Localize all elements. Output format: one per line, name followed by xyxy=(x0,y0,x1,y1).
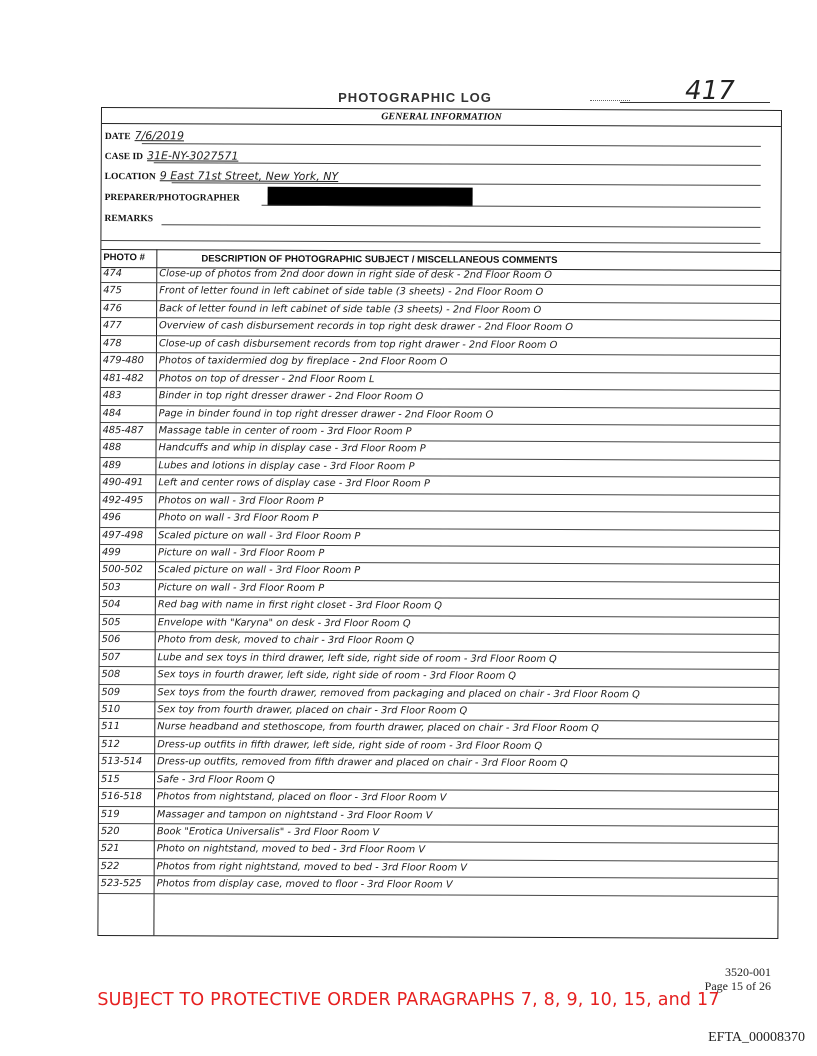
date-value: 7/6/2019 xyxy=(134,129,185,143)
photo-number: 519 xyxy=(100,808,120,820)
date-field xyxy=(105,124,765,145)
photo-description: Photos on wall - 3rd Floor Room P xyxy=(158,494,324,507)
page-number-underline xyxy=(620,102,770,103)
protective-order-notice: SUBJECT TO PROTECTIVE ORDER PARAGRAPHS 7, 8, 9, 10, 15, and 17 xyxy=(97,990,720,1010)
page-number-dots xyxy=(590,100,630,101)
photo-number: 476 xyxy=(103,302,122,314)
photo-description: Scaled picture on wall - 3rd Floor Room P xyxy=(157,564,361,577)
photo-description: Photo from desk, moved to chair - 3rd Floor Room Q xyxy=(157,634,415,647)
photo-number: 478 xyxy=(102,337,122,349)
photo-number: 484 xyxy=(102,407,122,419)
photo-number: 497-498 xyxy=(102,529,144,541)
photo-description: Photos of taxidermied dog by fireplace - 2nd Floor Room O xyxy=(158,355,448,368)
photo-description: Sex toy from fourth drawer, placed on chair - 3rd Floor Room Q xyxy=(157,704,468,717)
location-value: 9 East 71st Street, New York, NY xyxy=(159,169,339,184)
photo-description: Picture on wall - 3rd Floor Room P xyxy=(158,547,325,559)
photo-description: Massager and tampon on nightstand - 3rd Floor Room V xyxy=(156,808,433,822)
form-title: PHOTOGRAPHIC LOG xyxy=(338,90,492,105)
photo-number: 516-518 xyxy=(100,791,142,803)
photo-description: Close-up of photos from 2nd door down in right side of desk - 2nd Floor Room O xyxy=(159,268,553,281)
photo-description: Safe - 3rd Floor Room Q xyxy=(157,773,275,786)
photo-number: 511 xyxy=(101,721,121,733)
photo-number: 490-491 xyxy=(102,477,144,489)
description-header: DESCRIPTION OF PHOTOGRAPHIC SUBJECT / MISCELLANEOUS COMMENTS xyxy=(201,253,558,266)
photo-description: Massage table in center of room - 3rd Floor Room P xyxy=(158,425,412,438)
photo-number: 483 xyxy=(102,390,122,402)
page-of: Page 15 of 26 xyxy=(704,979,771,993)
photo-number: 503 xyxy=(101,581,121,593)
photo-description: Sex toys from the fourth drawer, removed from packaging and placed on chair - 3rd Floor Room Q xyxy=(157,686,640,700)
photo-description: Front of letter found in left cabinet of side table (3 sheets) - 2nd Floor Room O xyxy=(159,285,544,299)
case-id-value: 31E-NY-3027571 xyxy=(147,149,239,163)
photo-description: Dress-up outfits, removed from fifth drawer and placed on chair - 3rd Floor Room Q xyxy=(157,756,568,770)
photo-number: 515 xyxy=(101,773,120,785)
bates-number: EFTA_00008370 xyxy=(708,1030,805,1045)
photo-number: 488 xyxy=(102,442,122,454)
case-id-label: CASE ID xyxy=(104,152,144,163)
remarks-label: REMARKS xyxy=(104,214,154,225)
photo-description: Sex toys in fourth drawer, left side, right side of room - 3rd Floor Room Q xyxy=(157,669,516,682)
photo-number: 477 xyxy=(103,320,122,332)
photo-description: Back of letter found in left cabinet of side table (3 sheets) - 2nd Floor Room O xyxy=(159,303,542,316)
photo-description: Close-up of cash disbursement records from top right drawer - 2nd Floor Room O xyxy=(158,338,558,351)
photo-number: 521 xyxy=(100,843,120,855)
photo-number: 499 xyxy=(102,547,121,559)
photo-description: Envelope with "Karyna" on desk - 3rd Floor Room Q xyxy=(157,617,411,630)
photo-number: 505 xyxy=(101,616,121,628)
photo-number: 496 xyxy=(102,512,121,524)
photo-description: Photos from display case, moved to floor - 3rd Floor Room V xyxy=(156,878,453,891)
preparer-label: PREPARER/PHOTOGRAPHER xyxy=(104,193,240,204)
photo-description: Photo on wall - 3rd Floor Room P xyxy=(158,512,319,525)
photo-description: Dress-up outfits in fifth drawer, left side, right side of room - 3rd Floor Room Q xyxy=(157,739,543,752)
photo-number: 504 xyxy=(101,599,121,611)
photo-number: 510 xyxy=(101,703,121,716)
photo-description: Handcuffs and whip in display case - 3rd Floor Room P xyxy=(158,442,426,455)
date-label: DATE xyxy=(104,132,131,143)
photo-number: 492-495 xyxy=(102,494,144,506)
photo-description: Page in binder found in top right dresser drawer - 2nd Floor Room O xyxy=(158,407,494,421)
photo-number: 474 xyxy=(103,268,123,280)
location-label: LOCATION xyxy=(104,172,156,183)
photo-number-header: PHOTO # xyxy=(103,252,145,264)
photo-number: 508 xyxy=(101,669,121,681)
photo-number: 506 xyxy=(101,634,121,646)
redaction-box xyxy=(268,187,473,207)
photo-description: Book "Erotica Universalis" - 3rd Floor Room V xyxy=(156,826,380,839)
photo-description: Photos from nightstand, placed on floor - 3rd Floor Room V xyxy=(156,791,447,804)
remarks-underline-2 xyxy=(101,240,760,244)
photo-description: Scaled picture on wall - 3rd Floor Room P xyxy=(158,529,361,542)
photo-number: 485-487 xyxy=(102,424,144,437)
photo-description: Lube and sex toys in third drawer, left side, right side of room - 3rd Floor Room Q xyxy=(157,651,557,665)
photo-number: 479-480 xyxy=(102,355,144,367)
photo-description: Nurse headband and stethoscope, from fourth drawer, placed on chair - 3rd Floor Room Q xyxy=(157,721,599,735)
photo-description: Photos from right nightstand, moved to bed - 3rd Floor Room V xyxy=(156,861,468,874)
photo-description: Lubes and lotions in display case - 3rd Floor Room P xyxy=(158,460,415,473)
photo-description: Picture on wall - 3rd Floor Room P xyxy=(157,582,325,594)
photo-number: 481-482 xyxy=(102,372,144,384)
photo-table-body xyxy=(99,266,781,897)
photo-description: Photo on nightstand, moved to bed - 3rd Floor Room V xyxy=(156,843,426,856)
photo-number: 523-525 xyxy=(100,878,142,890)
photo-number: 513-514 xyxy=(101,756,143,768)
photo-description: Overview of cash disbursement records in top right desk drawer - 2nd Floor Room O xyxy=(159,320,573,334)
photo-number: 489 xyxy=(102,459,122,471)
photo-description: Left and center rows of display case - 3rd Floor Room P xyxy=(158,477,430,490)
photo-number: 512 xyxy=(101,738,120,750)
photo-description: Binder in top right dresser drawer - 2nd Floor Room O xyxy=(158,390,424,403)
general-info-heading: GENERAL INFORMATION xyxy=(102,108,781,127)
photographic-log-form xyxy=(97,107,782,939)
footer-doc-info xyxy=(705,965,771,993)
doc-id: 3520-001 xyxy=(725,965,771,979)
photo-number: 520 xyxy=(100,826,120,838)
photo-description: Photos on top of dresser - 2nd Floor Room L xyxy=(158,372,375,385)
photo-number: 475 xyxy=(103,285,122,297)
photo-number: 509 xyxy=(101,686,121,698)
photo-number: 500-502 xyxy=(101,564,143,576)
handwritten-page-number: 417 xyxy=(685,76,735,106)
photo-number: 522 xyxy=(100,860,120,872)
photo-description: Red bag with name in first right closet - 3rd Floor Room Q xyxy=(157,599,443,612)
table-row xyxy=(99,876,778,896)
photo-number: 507 xyxy=(101,651,121,663)
